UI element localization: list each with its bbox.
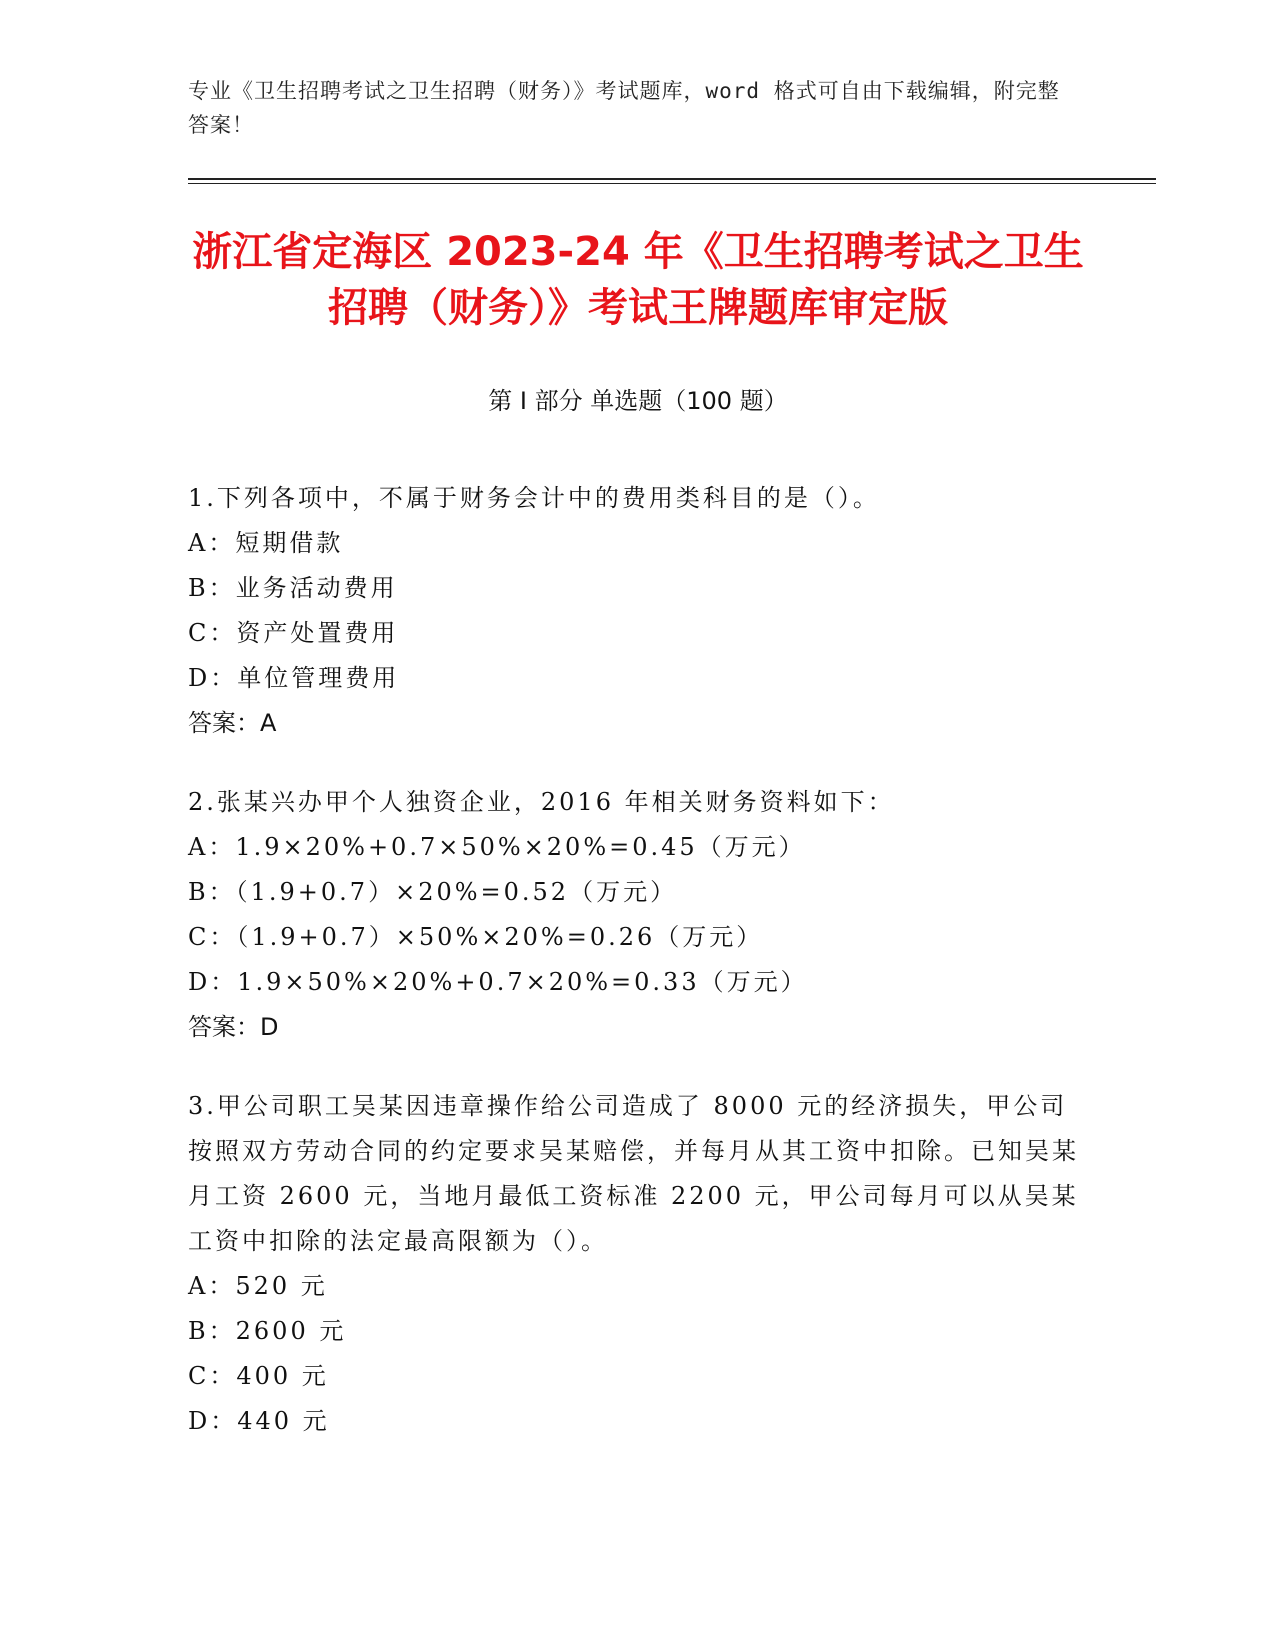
- option-c: C：（1.9+0.7）×50%×20%=0.26（万元）: [188, 923, 764, 951]
- question-stem: 2.张某兴办甲个人独资企业，2016 年相关财务资料如下：: [188, 788, 895, 816]
- header-note: 专业《卫生招聘考试之卫生招聘（财务）》考试题库，word 格式可自由下载编辑，附完整答案！: [188, 79, 1060, 137]
- header-divider-thick: [188, 178, 1156, 180]
- option-a: A：短期借款: [188, 529, 344, 557]
- option-b: B：2600 元: [188, 1317, 347, 1345]
- option-d: D：单位管理费用: [188, 664, 400, 692]
- question-item: [188, 1084, 1088, 1444]
- option-d: D：440 元: [188, 1407, 330, 1435]
- option-b: B：（1.9+0.7）×20%=0.52（万元）: [188, 878, 678, 906]
- question-stem: 3.甲公司职工吴某因违章操作给公司造成了 8000 元的经济损失，甲公司按照双方劳动合同的约定要求吴某赔偿，并每月从其工资中扣除。已知吴某月工资 2600 元，当地月最低工资标准 2200 元，甲公司每月可以从吴某工资中扣除的法定最高限额为（）。: [188, 1092, 1079, 1255]
- question-list: [188, 476, 1088, 1478]
- answer-line: 答案：A: [188, 709, 277, 737]
- document-title: 浙江省定海区 2023-24 年《卫生招聘考试之卫生招聘（财务）》考试王牌题库审定版: [192, 229, 1084, 331]
- option-a: A：520 元: [188, 1272, 328, 1300]
- header-divider-thin: [188, 183, 1156, 184]
- question-item: [188, 780, 1088, 1050]
- option-c: C：400 元: [188, 1362, 329, 1390]
- answer-line: 答案：D: [188, 1013, 279, 1041]
- option-c: C：资产处置费用: [188, 619, 399, 647]
- option-b: B：业务活动费用: [188, 574, 398, 602]
- question-stem: 1.下列各项中，不属于财务会计中的费用类科目的是（）。: [188, 484, 880, 512]
- question-item: [188, 476, 1088, 746]
- option-a: A：1.9×20%+0.7×50%×20%=0.45（万元）: [188, 833, 806, 861]
- section-heading: 第 I 部分 单选题（100 题）: [488, 387, 788, 415]
- option-d: D：1.9×50%×20%+0.7×20%=0.33（万元）: [188, 968, 808, 996]
